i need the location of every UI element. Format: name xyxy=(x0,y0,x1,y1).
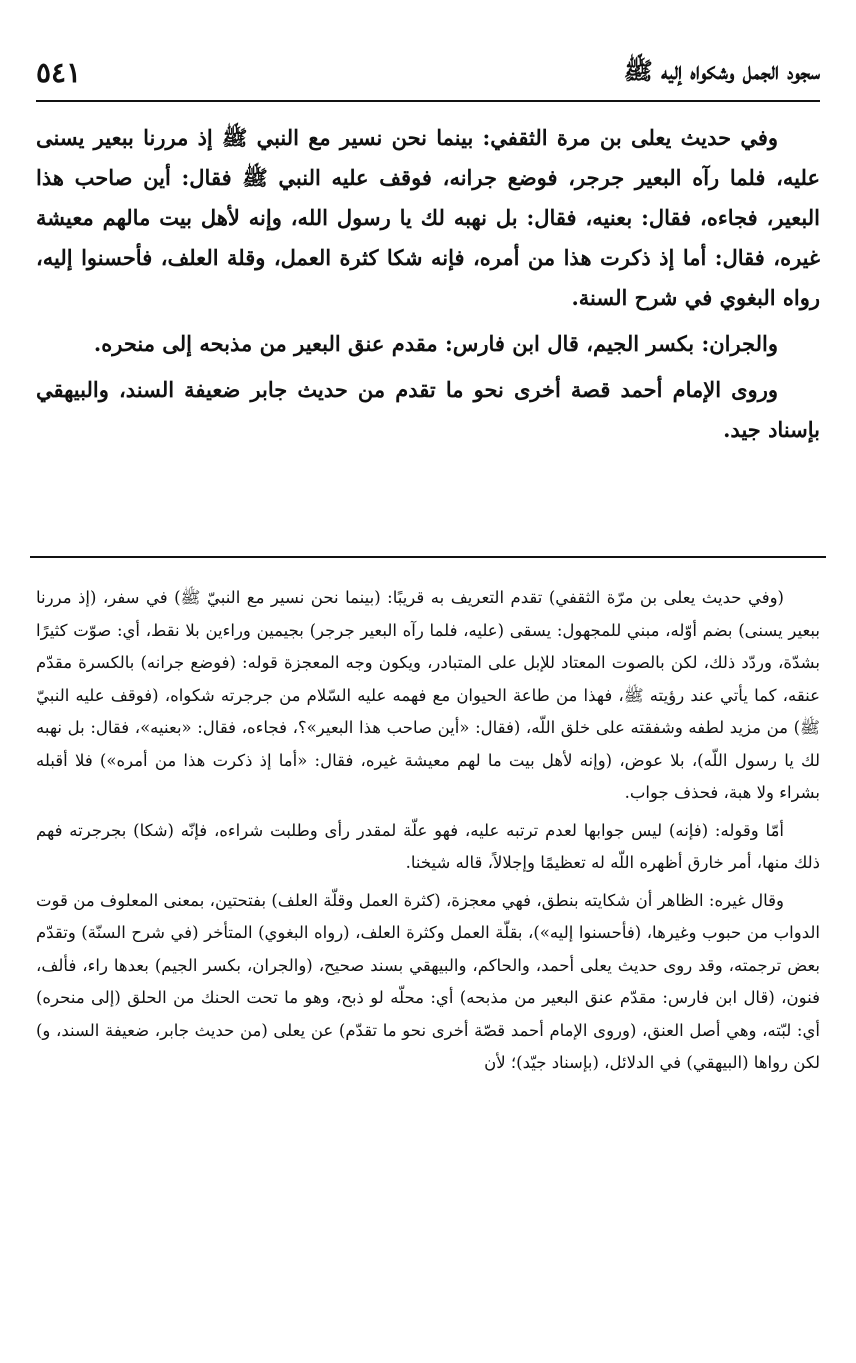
commentary-paragraph-3: وقال غيره: الظاهر أن شكايته بنطق، فهي معجزة، (كثرة العمل وقلّة العلف) بفتحتين، بمعنى المعلوف من قوت الدواب من حبوب وغيرها، (فأحسنوا إليه»)، بقلّة العمل وكثرة العلف، (رواه البغوي) المتأخر (في شرح السنّة) وتقدّم بعض ترجمته، وقد روى حديث يعلى أحمد، والحاكم، والبيهقي بسند صحيح، (والجران، بكسر الجيم) بعدها راء، فألف، فنون، (قال ابن فارس: مقدّم عنق البعير من مذبحه) أي: محلّه لو ذبح، وهو ما تحت الحنك من الحلق (إلى منحره) أي: لبّته، وهي أصل العنق، (وروى الإمام أحمد قصّة أخرى نحو ما تقدّم) عن يعلى (من حديث جابر، ضعيفة السند، و) لكن رواها (البيهقي) في الدلائل، (بإسناد جيّد)؛ لأن xyxy=(36,890,820,1072)
commentary xyxy=(36,582,820,1357)
main-paragraph-3: وروى الإمام أحمد قصة أخرى نحو ما تقدم من حديث جابر ضعيفة السند، والبيهقي بإسناد جيد. xyxy=(36,377,820,442)
page-number: ٥٤١ xyxy=(36,56,82,89)
page-header xyxy=(36,52,820,102)
commentary-paragraph-1: (وفي حديث يعلى بن مرّة الثقفي) تقدم التعريف به قريبًا: (بينما نحن نسير مع النبيّ ﷺ) في سفر، (إذ مررنا ببعير يسنى) بضم أوّله، مبني للمجهول: يسقى (عليه، فلما رآه البعير جرجر) بجيمين وراءين بلا نقط، أي: صوّت كثيرًا بشدّة، وردّد ذلك، لكن بالصوت المعتاد للإبل على المتبادر، ويكون وجه المعجزة قوله: (فوضع جرانه) بالكسرة مقدّم عنقه، كما يأتي عند رؤيته ﷺ، فهذا من طاعة الحيوان مع فهمه عليه السّلام من جرجرته شكواه، (فوقف عليه النبيّ ﷺ) من مزيد لطفه وشفقته على خلق اللّه، (فقال: «أين صاحب هذا البعير»؟، فجاءه، فقال: «بعنيه»، فقال: بل نهبه لك يا رسول اللّه)، بلا عوض، (وإنه لأهل بيت ما لهم معيشة غيره، فقال: «أما إذ ذكرت هذا من أمره») فلا أقبله بشراء ولا هبة، فحذف جواب. xyxy=(36,588,820,802)
section-divider xyxy=(30,556,826,558)
main-text xyxy=(36,118,820,548)
main-paragraph-1: وفي حديث يعلى بن مرة الثقفي: بينما نحن نسير مع النبي ﷺ إذ مررنا ببعير يسنى عليه، فلما رآه البعير جرجر، فوضع جرانه، فوقف عليه النبي ﷺ فقال: أين صاحب هذا البعير، فجاءه، فقال: بعنيه، فقال: بل نهبه لك يا رسول الله، وإنه لأهل بيت مالهم معيشة غيره، فقال: أما إذ ذكرت هذا من أمره، فإنه شكا كثرة العمل، وقلة العلف، فأحسنوا إليه، رواه البغوي في شرح السنة. xyxy=(36,125,820,310)
main-paragraph-2: والجران: بكسر الجيم، قال ابن فارس: مقدم عنق البعير من مذبحه إلى منحره. xyxy=(93,331,778,356)
running-title: سجود الجمل وشكواه إليه ﷺ xyxy=(623,56,820,85)
commentary-paragraph-2: أمّا وقوله: (فإنه) ليس جوابها لعدم ترتبه عليه، فهو علّة لمقدر رأى وطلبت شراءه، فإنّه (شكا) بجرجرته فهم ذلك منها، أمر خارق أظهره اللّه له تعظيمًا وإجلالاً، قاله شيخنا. xyxy=(36,820,820,872)
